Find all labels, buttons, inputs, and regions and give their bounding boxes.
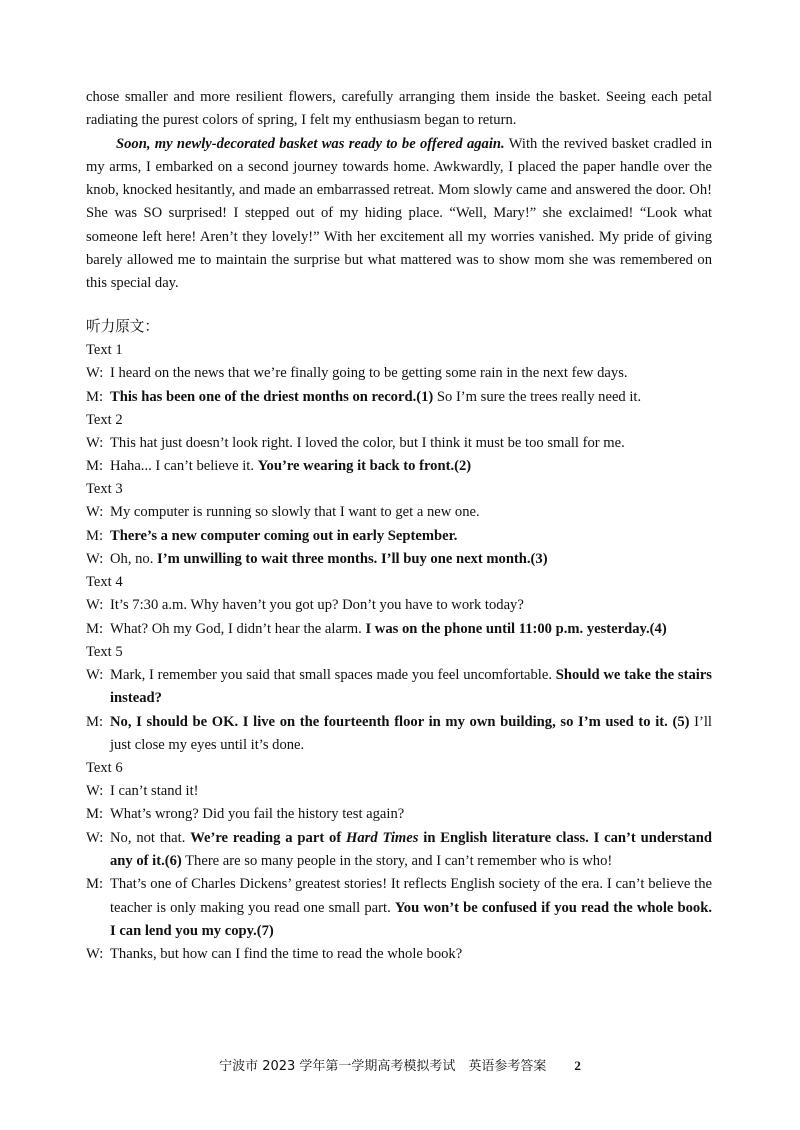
- speaker-w: W:: [86, 551, 104, 568]
- footer-title: 宁波市 2023 学年第一学期高考模拟考试 英语参考答案: [219, 1059, 547, 1074]
- speaker-w: W:: [86, 597, 104, 614]
- speaker-w: W:: [86, 829, 104, 846]
- answer-highlight: I’m unwilling to wait three months. I’ll buy one next month.(3): [157, 551, 548, 568]
- dialogue-line: W: I can’t stand it!: [86, 780, 712, 803]
- listening-transcript: [86, 316, 712, 967]
- text-3-label: Text 3: [86, 481, 123, 498]
- essay-section: [86, 86, 712, 296]
- dialogue-line: W: No, not that. We’re reading a part of Hard Times in English literature class. I can’t understand any of it.(6) There are so many people in the story, and I can’t remember who is who!: [86, 827, 712, 874]
- speaker-w: W:: [86, 946, 104, 963]
- answer-highlight: Should we take the stairs instead?: [110, 666, 712, 707]
- essay-paragraph-1: chose smaller and more resilient flowers, carefully arranging them inside the basket. Seeing each petal radiating the purest colors of spring, I felt my enthusiasm began to return.: [86, 89, 712, 129]
- text-2-label: Text 2: [86, 411, 123, 428]
- dialogue-line: M: This has been one of the driest months on record.(1) So I’m sure the trees really need it.: [86, 386, 712, 409]
- essay-paragraph-2-body: With the revived basket cradled in my arms, I embarked on a second journey towards home. Awkwardly, I placed the paper handle over the knob, knocked hesitantly, and made an embarrassed retreat. Mom slowly came and answered the door. Oh! She was SO surprised! I stepped out of my hiding place. “Well, Mary!” she exclaimed! “Look what someone left here! Aren’t they lovely!” With her excitement all my worries vanished. My pride of giving barely allowed me to maintain the surprise but what mattered was to show mom she was remembered on this special day.: [86, 135, 712, 292]
- dialogue-line: W: It’s 7:30 a.m. Why haven’t you got up? Don’t you have to work today?: [86, 594, 712, 617]
- answer-highlight: You won’t be confused if you read the whole book. I can lend you my copy.(7): [110, 899, 712, 939]
- dialogue-line: M: Haha... I can’t believe it. You’re wearing it back to front.(2): [86, 455, 712, 478]
- speaker-m: M:: [86, 458, 104, 475]
- speaker-m: M:: [86, 876, 104, 893]
- dialogue-line: W: This hat just doesn’t look right. I loved the color, but I think it must be too small for me.: [86, 432, 712, 455]
- speaker-m: M:: [86, 806, 104, 823]
- dialogue-line: W: Mark, I remember you said that small spaces made you feel uncomfortable. Should we take the stairs instead?: [86, 664, 712, 711]
- answer-highlight: We’re reading a part of Hard Times in English literature class. I can’t understand any of it.(6): [110, 829, 712, 870]
- speaker-w: W:: [86, 504, 104, 521]
- speaker-w: W:: [86, 783, 104, 800]
- dialogue-line: M: That’s one of Charles Dickens’ greatest stories! It reflects English society of the era. I can’t believe the teacher is only making you read one small part. You won’t be confused if you read the whole book. I can lend you my copy.(7): [86, 873, 712, 943]
- speaker-m: M:: [86, 620, 104, 637]
- dialogue-line: M: No, I should be OK. I live on the fourteenth floor in my own building, so I’m used to it. (5) I’ll just close my eyes until it’s done.: [86, 711, 712, 758]
- speaker-m: M:: [86, 713, 104, 730]
- speaker-w: W:: [86, 365, 104, 382]
- speaker-w: W:: [86, 666, 104, 683]
- answer-highlight: There’s a new computer coming out in early September.: [110, 527, 458, 544]
- text-4-label: Text 4: [86, 574, 123, 591]
- transcript-heading: 听力原文：: [86, 319, 159, 335]
- text-1-label: Text 1: [86, 342, 123, 359]
- essay-key-sentence: Soon, my newly-decorated basket was ready to be offered again.: [116, 135, 505, 152]
- dialogue-line: W: Oh, no. I’m unwilling to wait three months. I’ll buy one next month.(3): [86, 548, 712, 571]
- speaker-m: M:: [86, 388, 104, 405]
- text-5-label: Text 5: [86, 643, 123, 660]
- dialogue-line: M: What? Oh my God, I didn’t hear the alarm. I was on the phone until 11:00 p.m. yesterday.(4): [86, 618, 712, 641]
- answer-highlight: I was on the phone until 11:00 p.m. yesterday.(4): [365, 620, 667, 637]
- page-number: 2: [574, 1058, 581, 1073]
- speaker-m: M:: [86, 527, 104, 544]
- dialogue-line: W: My computer is running so slowly that I want to get a new one.: [86, 501, 712, 524]
- dialogue-line: W: I heard on the news that we’re finally going to be getting some rain in the next few days.: [86, 362, 712, 385]
- dialogue-line: M: What’s wrong? Did you fail the history test again?: [86, 803, 712, 826]
- text-6-label: Text 6: [86, 760, 123, 777]
- essay-paragraph-2: [86, 133, 712, 296]
- answer-highlight: You’re wearing it back to front.(2): [257, 458, 472, 475]
- page-footer: [0, 1055, 800, 1074]
- answer-highlight: No, I should be OK. I live on the fourteenth floor in my own building, so I’m used to it. (5): [110, 713, 690, 730]
- book-title: Hard Times: [346, 829, 419, 846]
- speaker-w: W:: [86, 434, 104, 451]
- dialogue-line: [86, 525, 712, 548]
- answer-highlight: This has been one of the driest months on record.(1): [110, 388, 434, 405]
- dialogue-line: W: Thanks, but how can I find the time to read the whole book?: [86, 943, 712, 966]
